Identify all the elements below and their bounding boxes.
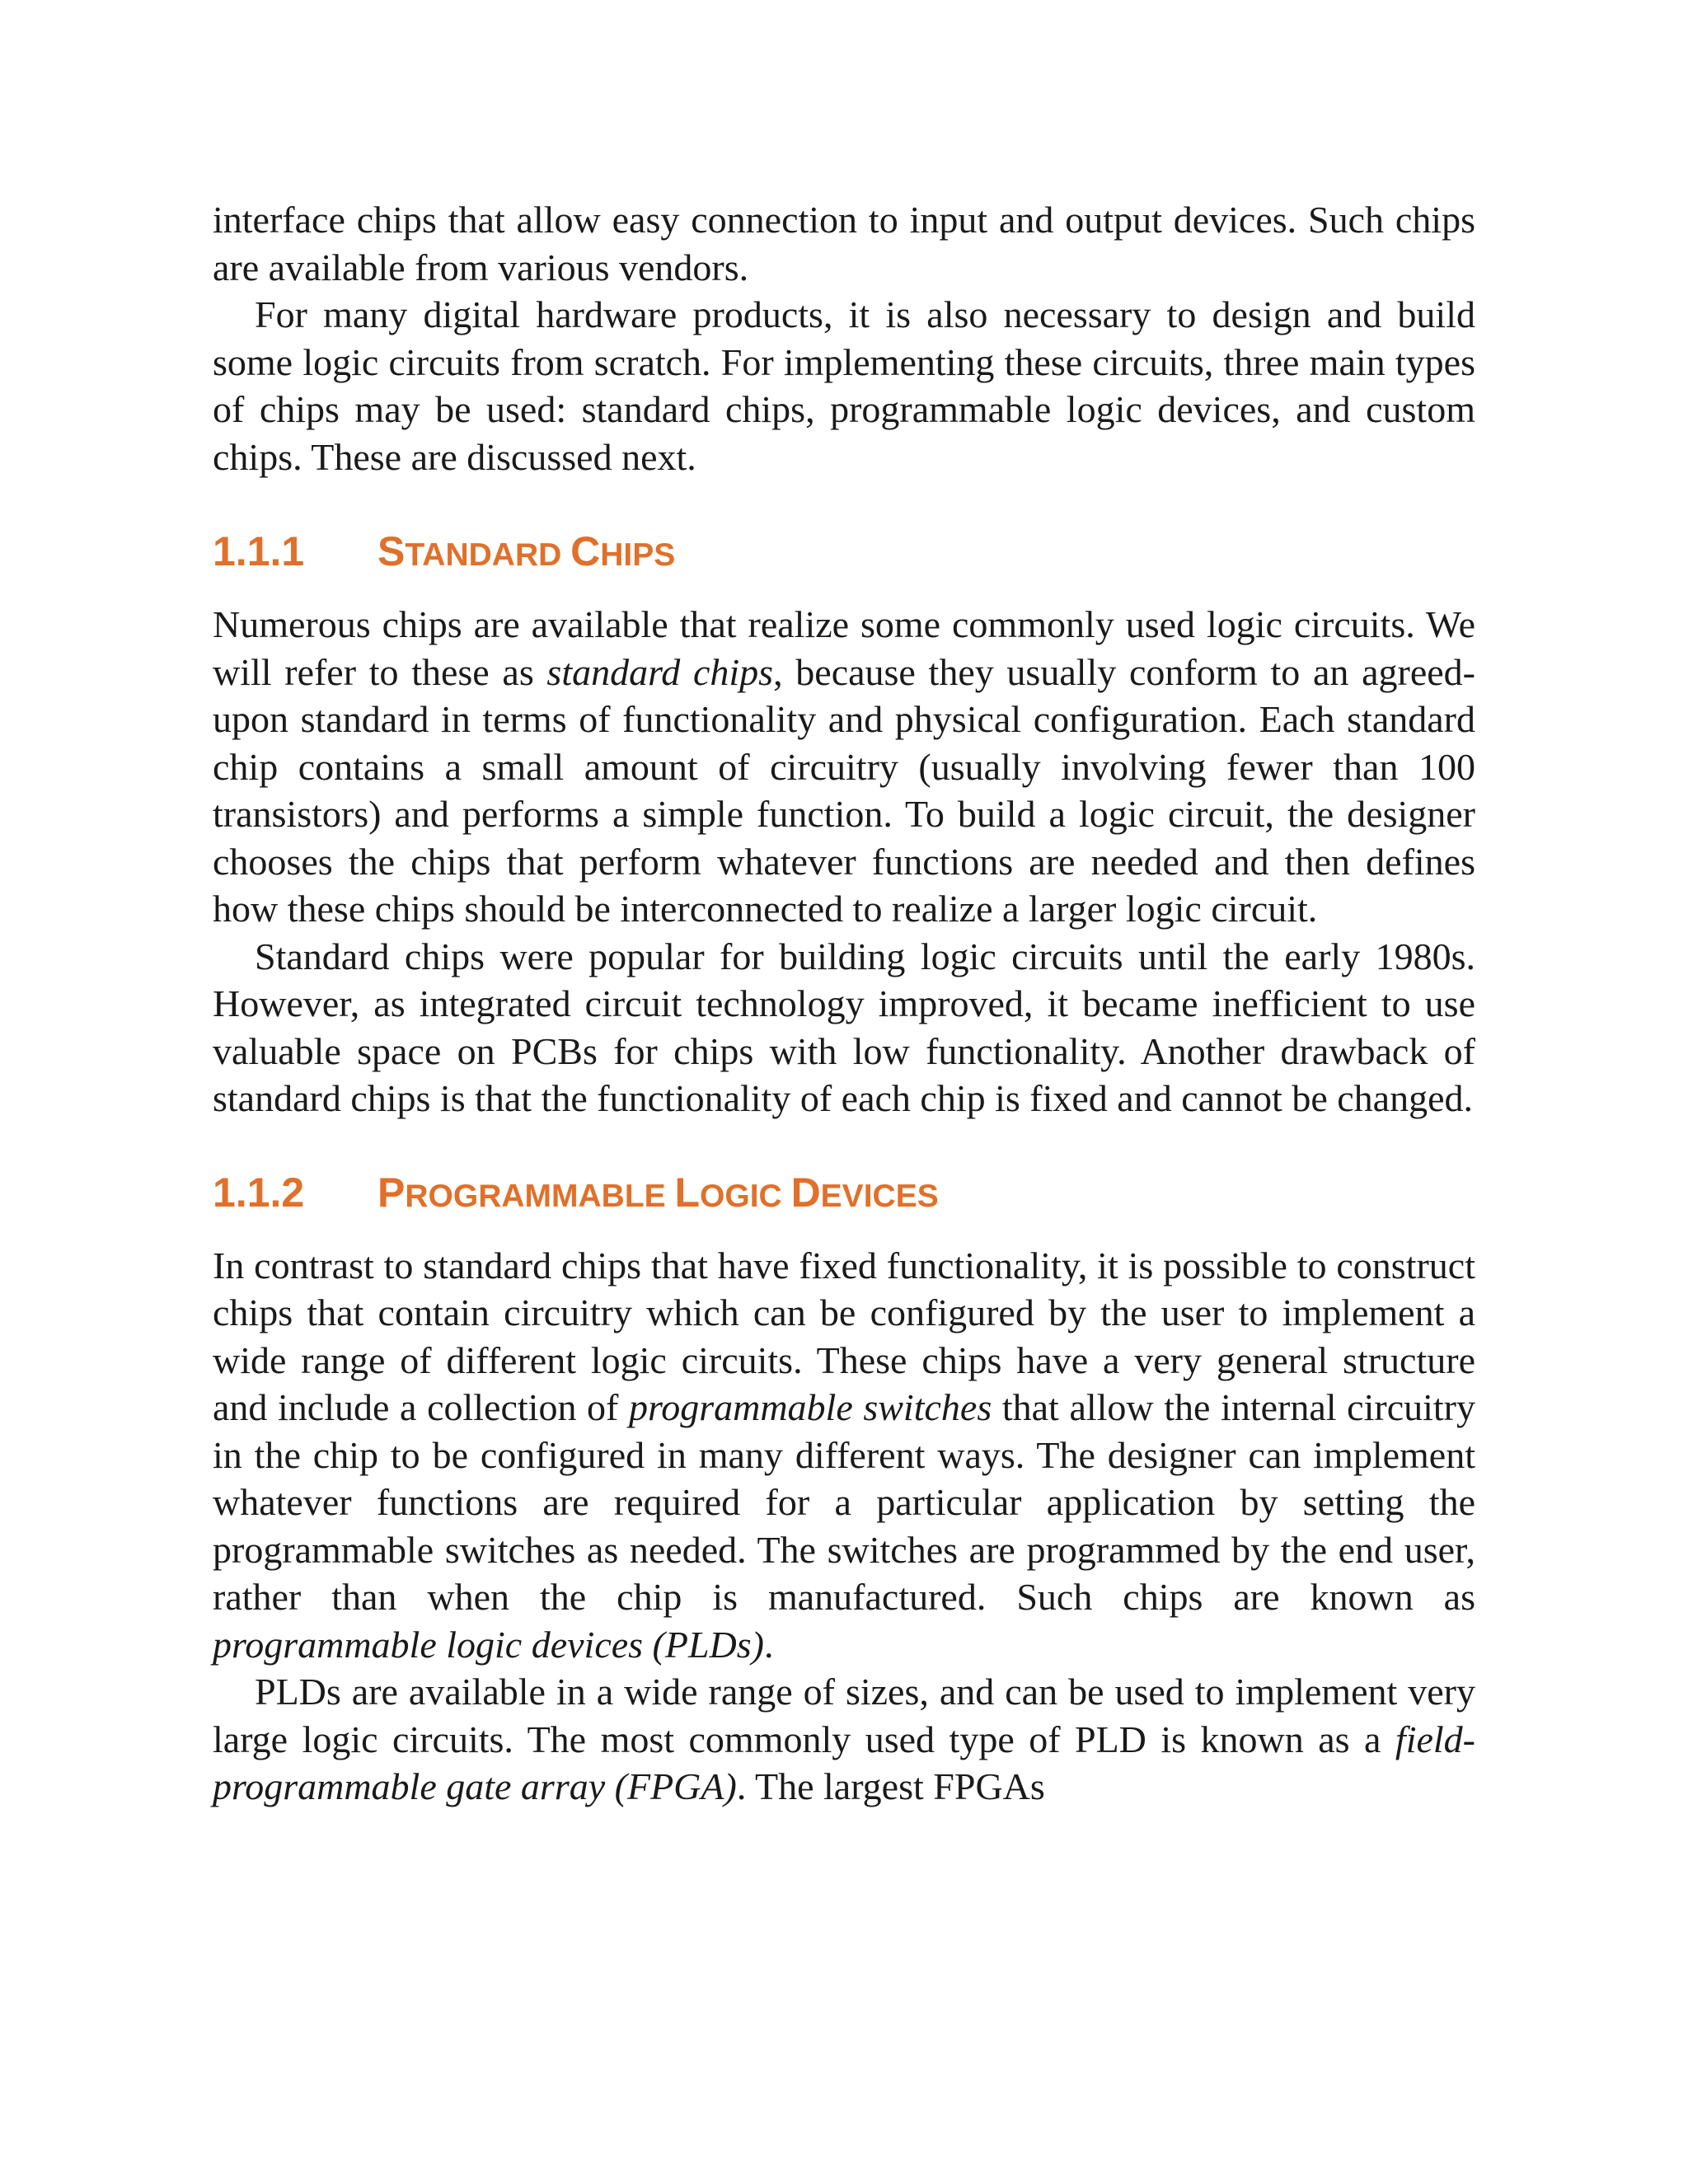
emphasis-term: programmable switches	[629, 1386, 992, 1428]
paragraph-standard-chips-2: Standard chips were popular for building logic circuits until the early 1980s. However, as integrated circuit technology improved, it became inefficient to use valuable space on PCBs for chips with low functionality. Another drawback of standard chips is that the functionality of each chip is fixed and cannot be changed.	[213, 935, 1475, 1119]
title-smallcaps: OGIC	[700, 1178, 791, 1214]
paragraph-standard-chips-1	[213, 601, 1475, 933]
section-number: 1.1.2	[213, 1169, 305, 1216]
text-run: , because they usually conform to an agreed-upon standard in terms of functionality and physical configuration. Each standard chip contains a small amount of circuitry (usually involving fewer than 100 transistors) and performs a simple function. To build a logic circuit, the designer chooses the chips that perform whatever functions are needed and then defines how these chips should be interconnected to realize a larger logic circuit.	[213, 650, 1475, 930]
paragraph-pld-2	[213, 1668, 1475, 1811]
page-body	[213, 196, 1475, 1811]
emphasis-term: standard chips	[546, 650, 774, 693]
title-smallcaps: HIPS	[600, 537, 676, 573]
title-cap: P	[377, 1169, 406, 1216]
section-heading-programmable-logic-devices	[213, 1168, 1475, 1221]
title-cap: S	[377, 528, 406, 574]
paragraph-intro-1: interface chips that allow easy connection to input and output devices. Such chips are available from various vendors.	[213, 199, 1475, 288]
text-run: . The largest FPGAs	[736, 1765, 1045, 1807]
text-run: .	[764, 1623, 774, 1666]
title-smallcaps: ROGRAMMABLE	[405, 1178, 675, 1214]
text-run: In contrast to standard chips that have fixed functionality, it is possible to construct chips that contain circuitry which can be configured by the user to implement a wide range of different logic circuits. These chips have a very general structure and include a collection of	[213, 1244, 1475, 1428]
emphasis-term: programmable logic devices (PLDs)	[213, 1623, 764, 1666]
title-cap: D	[790, 1169, 821, 1216]
emphasis-term: field-programmable gate array (FPGA)	[213, 1718, 1475, 1807]
title-smallcaps: EVICES	[820, 1178, 939, 1214]
paragraph-intro-2: For many digital hardware products, it is also necessary to design and build some logic circuits from scratch. For implementing these circuits, three main types of chips may be used: standard chips, programmable logic devices, and custom chips. These are discussed next.	[213, 293, 1475, 478]
paragraph-pld-1	[213, 1242, 1475, 1669]
section-heading-standard-chips	[213, 527, 1475, 580]
title-smallcaps: TANDARD	[405, 537, 571, 573]
title-cap: C	[570, 528, 601, 574]
section-number: 1.1.1	[213, 528, 305, 574]
text-run: Numerous chips are available that realize some commonly used logic circuits. We will refer to these as	[213, 603, 1475, 693]
text-run: that allow the internal circuitry in the chip to be configured in many different ways. The designer can implement whatever functions are required for a particular application by setting the programmable switches as needed. The switches are programmed by the end user, rather than when the chip is manufactured. Such chips are known as	[213, 1386, 1475, 1618]
title-cap: L	[674, 1169, 701, 1216]
text-run: PLDs are available in a wide range of sizes, and can be used to implement very large logic circuits. The most commonly used type of PLD is known as a	[213, 1671, 1475, 1760]
